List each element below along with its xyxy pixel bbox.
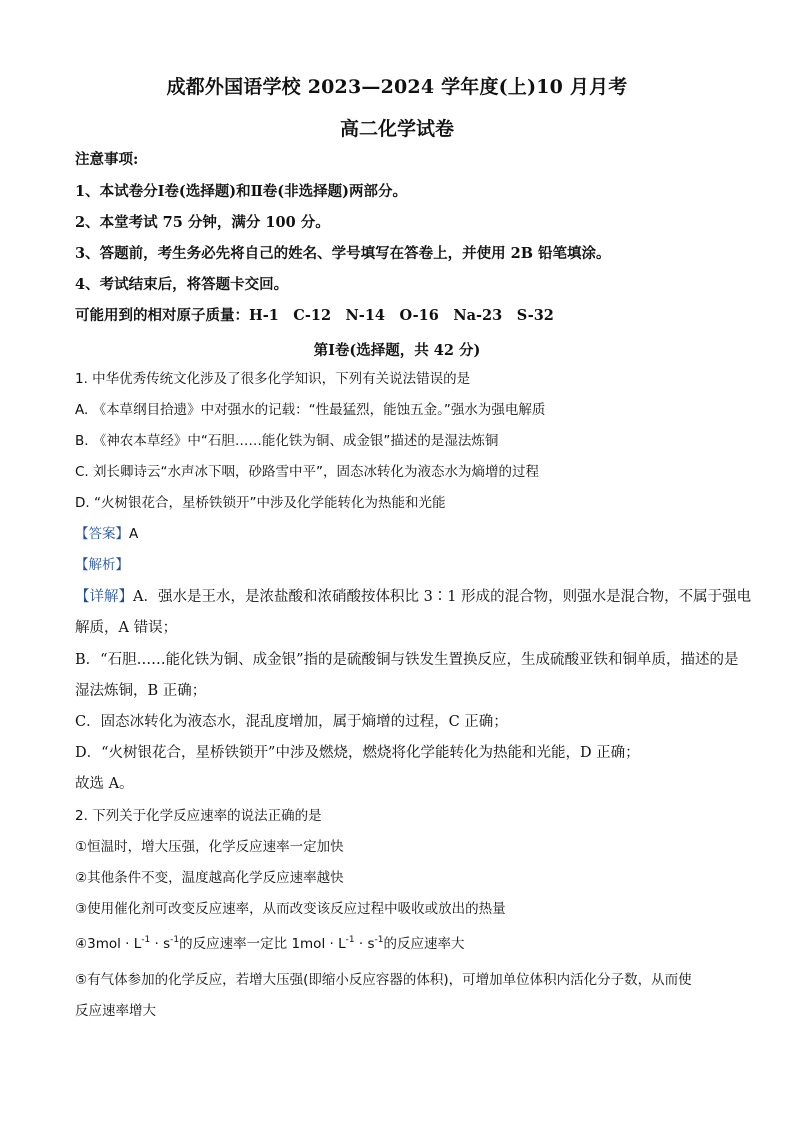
detail-line: 解质，A 错误； <box>75 620 178 636</box>
notice-item: 1、本试卷分Ⅰ卷(选择题)和Ⅱ卷(非选择题)两部分。 <box>75 183 408 200</box>
detail-line: 故选 A。 <box>75 776 134 792</box>
detail-line: C．固态冰转化为液态水，混乱度增加，属于熵增的过程，C 正确； <box>75 714 508 730</box>
detail-line <box>75 587 752 607</box>
question-stem: 2. 下列关于化学反应速率的说法正确的是 <box>75 808 322 824</box>
answer-line <box>75 524 725 544</box>
detail-line: 湿法炼铜，B 正确； <box>75 683 207 699</box>
question-item-rate: ④3mol · $L^{-1} \cdot s^{-1}$的反应速率一定比 $1mol \cdot L^{-1} \cdot s^{-1}$的反应速率大 <box>75 935 465 952</box>
question-item: ③使用催化剂可改变反应速率，从而改变该反应过程中吸收或放出的热量 <box>75 901 506 917</box>
question-option: D. “火树银花合，星桥铁锁开”中涉及化学能转化为热能和光能 <box>75 495 446 511</box>
atomic-mass-line: 可能用到的相对原子质量：H-1 C-12 N-14 O-16 Na-23 S-32 <box>75 307 554 324</box>
notice-item: 4、考试结束后，将答题卡交回。 <box>75 276 289 293</box>
detail-line: D．“火树银花合，星桥铁锁开”中涉及燃烧，燃烧将化学能转化为热能和光能，D 正确； <box>75 745 640 761</box>
question-item: 反应速率增大 <box>75 1003 156 1019</box>
answer-value: A <box>129 526 139 542</box>
exam-title: 成都外国语学校 2023—2024 学年度(上)10 月月考 <box>166 76 628 98</box>
section-heading: 第Ⅰ卷(选择题，共 42 分) <box>313 342 481 359</box>
question-option: B. 《神农本草经》中“石胆……能化铁为铜、成金银”描述的是湿法炼铜 <box>75 433 499 449</box>
notice-heading: 注意事项: <box>75 151 139 168</box>
analysis-tag: 【解析】 <box>75 557 129 573</box>
answer-tag: 【答案】 <box>75 526 129 542</box>
analysis-line <box>75 555 725 575</box>
question-stem: 1. 中华优秀传统文化涉及了很多化学知识，下列有关说法错误的是 <box>75 371 471 387</box>
notice-item: 2、本堂考试 75 分钟，满分 100 分。 <box>75 214 330 231</box>
notice-item: 3、答题前，考生务必先将自己的姓名、学号填写在答卷上，并使用 2B 铅笔填涂。 <box>75 245 611 262</box>
detail-text: A．强水是王水，是浓盐酸和浓硝酸按体积比 3∶1 形成的混合物，则强水是混合物，不属于强电 <box>133 589 752 605</box>
exam-subtitle: 高二化学试卷 <box>339 118 454 140</box>
question-option: A. 《本草纲目拾遗》中对强水的记载：“性最猛烈，能蚀五金。”强水为强电解质 <box>75 402 546 418</box>
question-item: ②其他条件不变，温度越高化学反应速率越快 <box>75 870 344 886</box>
detail-tag: 【详解】 <box>75 589 133 605</box>
detail-line: B．“石胆……能化铁为铜、成金银”指的是硫酸铜与铁发生置换反应，生成硫酸亚铁和铜单质，描述的是 <box>75 652 739 668</box>
question-item: ①恒温时，增大压强，化学反应速率一定加快 <box>75 839 344 855</box>
question-option: C. 刘长卿诗云“水声冰下咽，砂路雪中平”，固态冰转化为液态水为熵增的过程 <box>75 464 539 480</box>
question-item: ⑤有气体参加的化学反应，若增大压强(即缩小反应容器的体积)，可增加单位体积内活化分子数，从而使 <box>75 972 692 988</box>
